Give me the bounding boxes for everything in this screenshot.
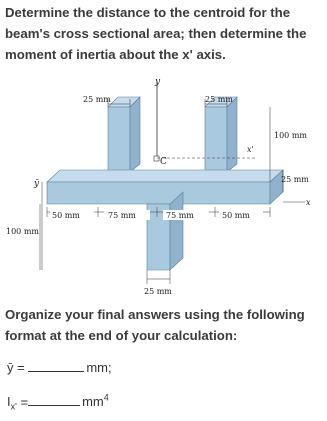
ix-answer-label: $I_{x'}$: [7, 394, 17, 412]
ix-answer-row: [7, 393, 109, 412]
beam-cross-section-figure: [0, 72, 327, 300]
instructions: [5, 304, 323, 346]
dim-75-left: 75 mm: [108, 211, 136, 220]
dim-thickness-25: 25 mm: [281, 175, 309, 184]
ix-answer-blank[interactable]: [28, 394, 80, 406]
dim-50-right: 50 mm: [222, 211, 250, 220]
left-flange-side: [130, 97, 140, 172]
prompt-line-1: Determine the distance to the centroid for the: [5, 5, 291, 20]
right-flange-side: [227, 97, 237, 172]
centroid-label: C: [160, 157, 167, 167]
y-axis-label: y: [155, 77, 161, 87]
ybar-answer-row: [7, 360, 112, 375]
problem-statement: [5, 2, 323, 65]
dim-75-right: 75 mm: [166, 211, 194, 220]
ix-answer-unit: $mm^4$: [82, 393, 109, 410]
centroid-marker: [154, 156, 159, 161]
ybar-answer-blank[interactable]: [28, 360, 84, 372]
x-prime-label: x': [247, 145, 254, 154]
plate-front: [47, 182, 270, 204]
dim-100-left: 100 mm: [6, 227, 39, 236]
right-flange-front: [205, 107, 227, 172]
dim-stem-25: 25 mm: [144, 287, 172, 296]
dim-flange-left: 25 mm: [83, 95, 111, 104]
dim-height-100-right: 100 mm: [274, 131, 307, 140]
stem-side: [170, 192, 183, 270]
ybar-answer-unit: mm;: [86, 360, 112, 375]
ix-answer-eq: =: [20, 394, 29, 410]
prompt-line-3: moment of inertia about the x' axis.: [5, 47, 226, 62]
left-flange-front: [108, 107, 130, 172]
instructions-line-1: Organize your final answers using the following: [5, 307, 305, 322]
ybar-label: ȳ: [34, 179, 40, 189]
x-axis-label: x: [306, 198, 311, 207]
plate-top: [47, 170, 283, 182]
ybar-answer-label: ȳ =: [7, 360, 25, 375]
instructions-line-2: format at the end of your calculation:: [5, 328, 238, 343]
dim-50-left: 50 mm: [52, 211, 80, 220]
prompt-line-2: beam's cross sectional area; then determine the: [5, 26, 307, 41]
dim-flange-right: 25 mm: [205, 95, 233, 104]
